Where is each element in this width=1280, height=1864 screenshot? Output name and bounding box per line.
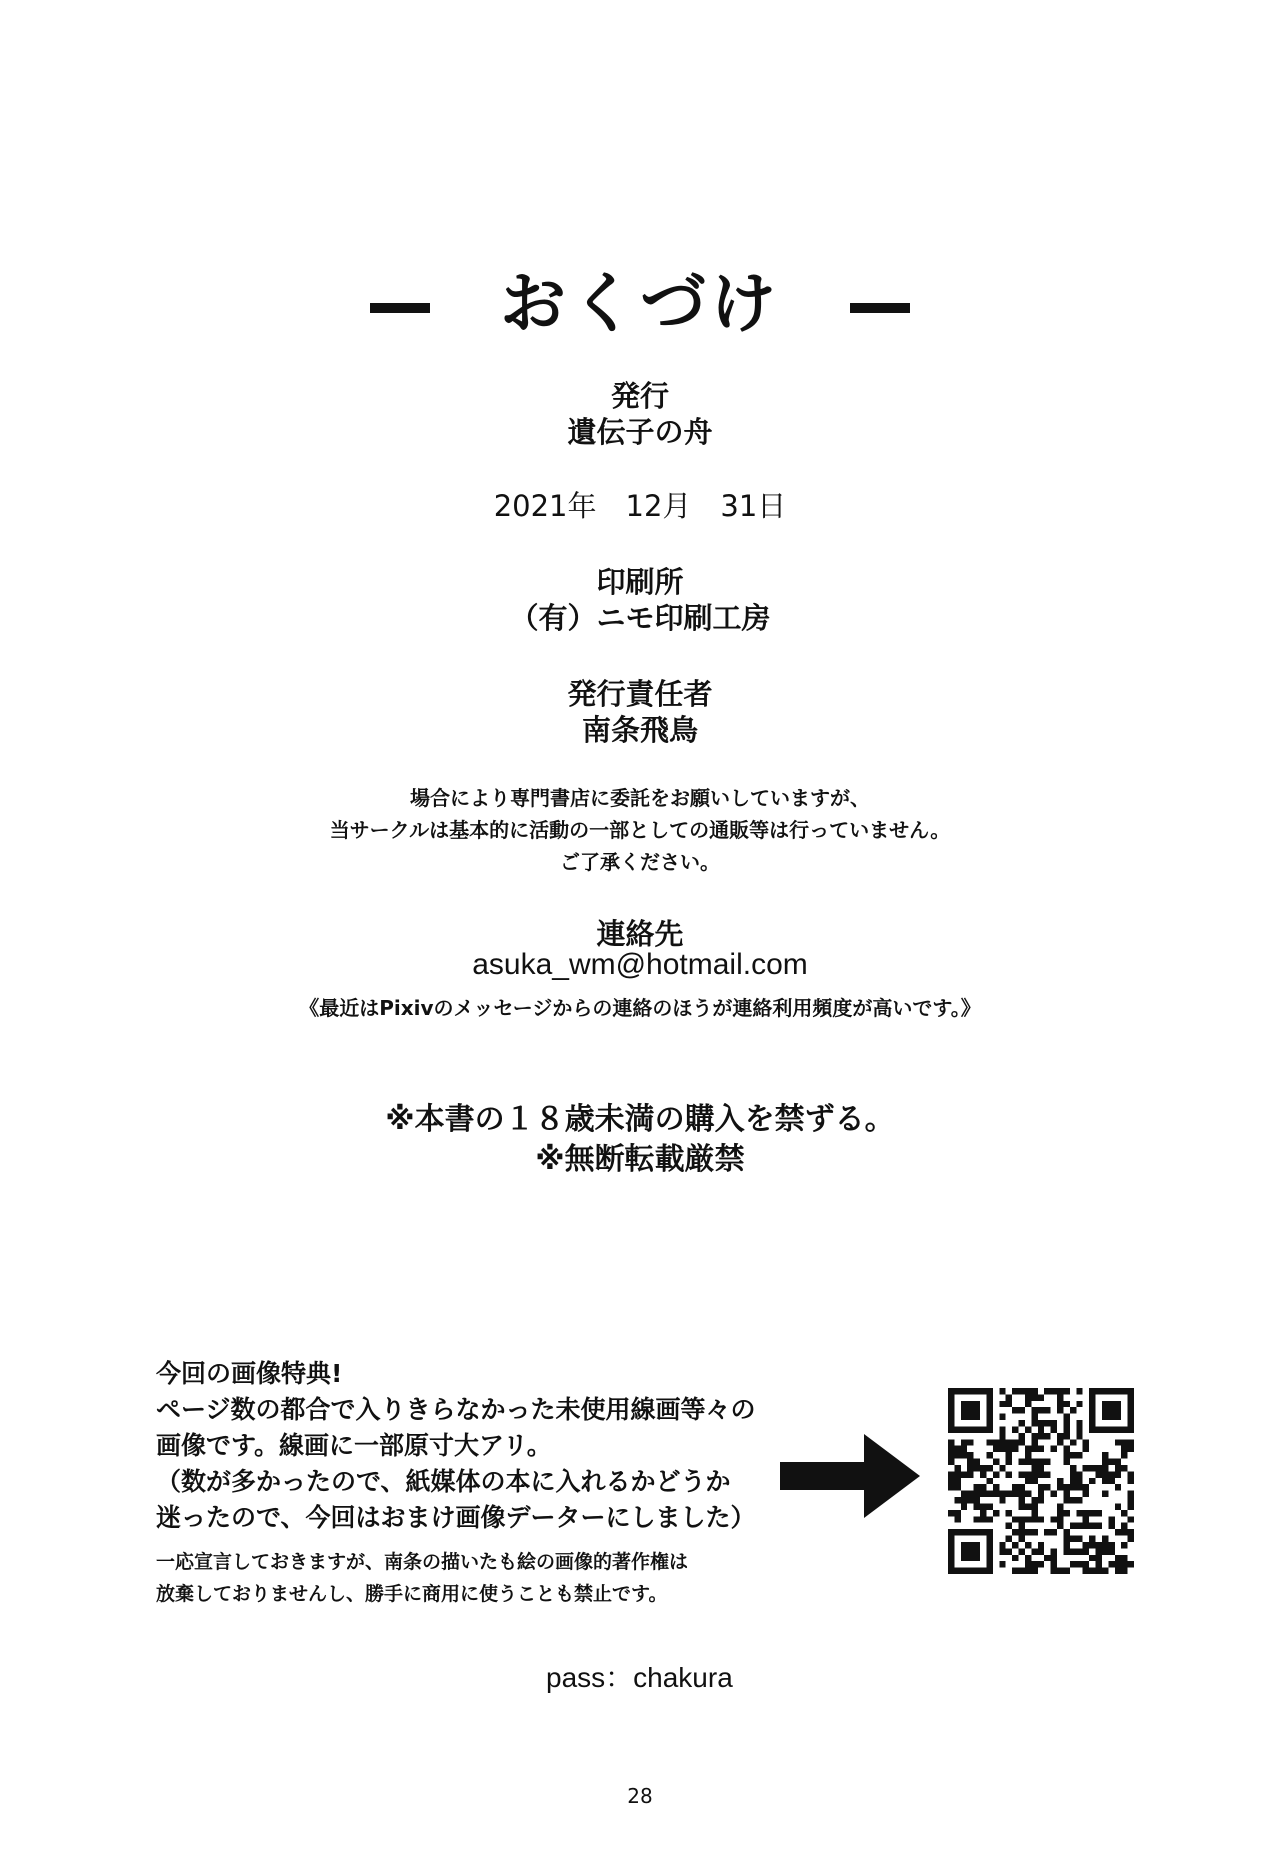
responsible-label: 発行責任者 xyxy=(567,677,713,711)
copyright-line: 放棄しておりませんし、勝手に商用に使うことも禁止です。 xyxy=(156,1583,668,1605)
contact-note: 《最近はPixivのメッセージからの連絡のほうが連絡利用頻度が高いです。》 xyxy=(299,996,981,1020)
bonus-line: ページ数の都合で入りきらなかった未使用線画等々の xyxy=(156,1395,756,1424)
qr-code[interactable] xyxy=(948,1388,1134,1574)
age-warning: ※本書の１８歳未満の購入を禁ずる。 xyxy=(385,1102,895,1137)
bonus-heading: 今回の画像特典! xyxy=(156,1359,343,1388)
printer-name: （有）ニモ印刷工房 xyxy=(509,601,771,635)
notice-line: 当サークルは基本的に活動の一部としての通販等は行っていません。 xyxy=(329,818,951,842)
page-title xyxy=(0,250,1280,345)
pass-value: chakura xyxy=(633,1662,733,1693)
bonus-line: 迷ったので、今回はおまけ画像データーにしました） xyxy=(156,1503,756,1532)
bonus-line: 画像です。線画に一部原寸大アリ。 xyxy=(156,1431,552,1460)
right-arrow-icon xyxy=(780,1428,920,1524)
contact-email: asuka_wm@hotmail.com xyxy=(472,948,808,981)
copyright-line: 一応宣言しておきますが、南条の描いたも絵の画像的著作権は xyxy=(156,1551,689,1573)
printer-label: 印刷所 xyxy=(596,565,684,599)
title-dash-left xyxy=(370,303,430,313)
publisher-label: 発行 xyxy=(610,379,669,413)
title-text: おくづけ xyxy=(500,265,780,342)
notice-line: ご了承ください。 xyxy=(560,850,720,874)
publisher-name: 遺伝子の舟 xyxy=(567,415,713,449)
pass-label: pass： xyxy=(546,1662,634,1693)
page-number: 28 xyxy=(627,1784,653,1808)
notice-line: 場合により専門書店に委託をお願いしていますが、 xyxy=(410,786,870,810)
arrow-shape xyxy=(780,1434,920,1518)
bonus-line: （数が多かったので、紙媒体の本に入れるかどうか xyxy=(156,1467,731,1496)
pass-text xyxy=(546,1656,733,1696)
publish-date: 2021年 12月 31日 xyxy=(493,489,787,523)
responsible-name: 南条飛鳥 xyxy=(581,713,698,747)
title-dash-right xyxy=(850,303,910,313)
contact-label: 連絡先 xyxy=(596,917,684,951)
reprint-warning: ※無断転載厳禁 xyxy=(535,1142,745,1177)
